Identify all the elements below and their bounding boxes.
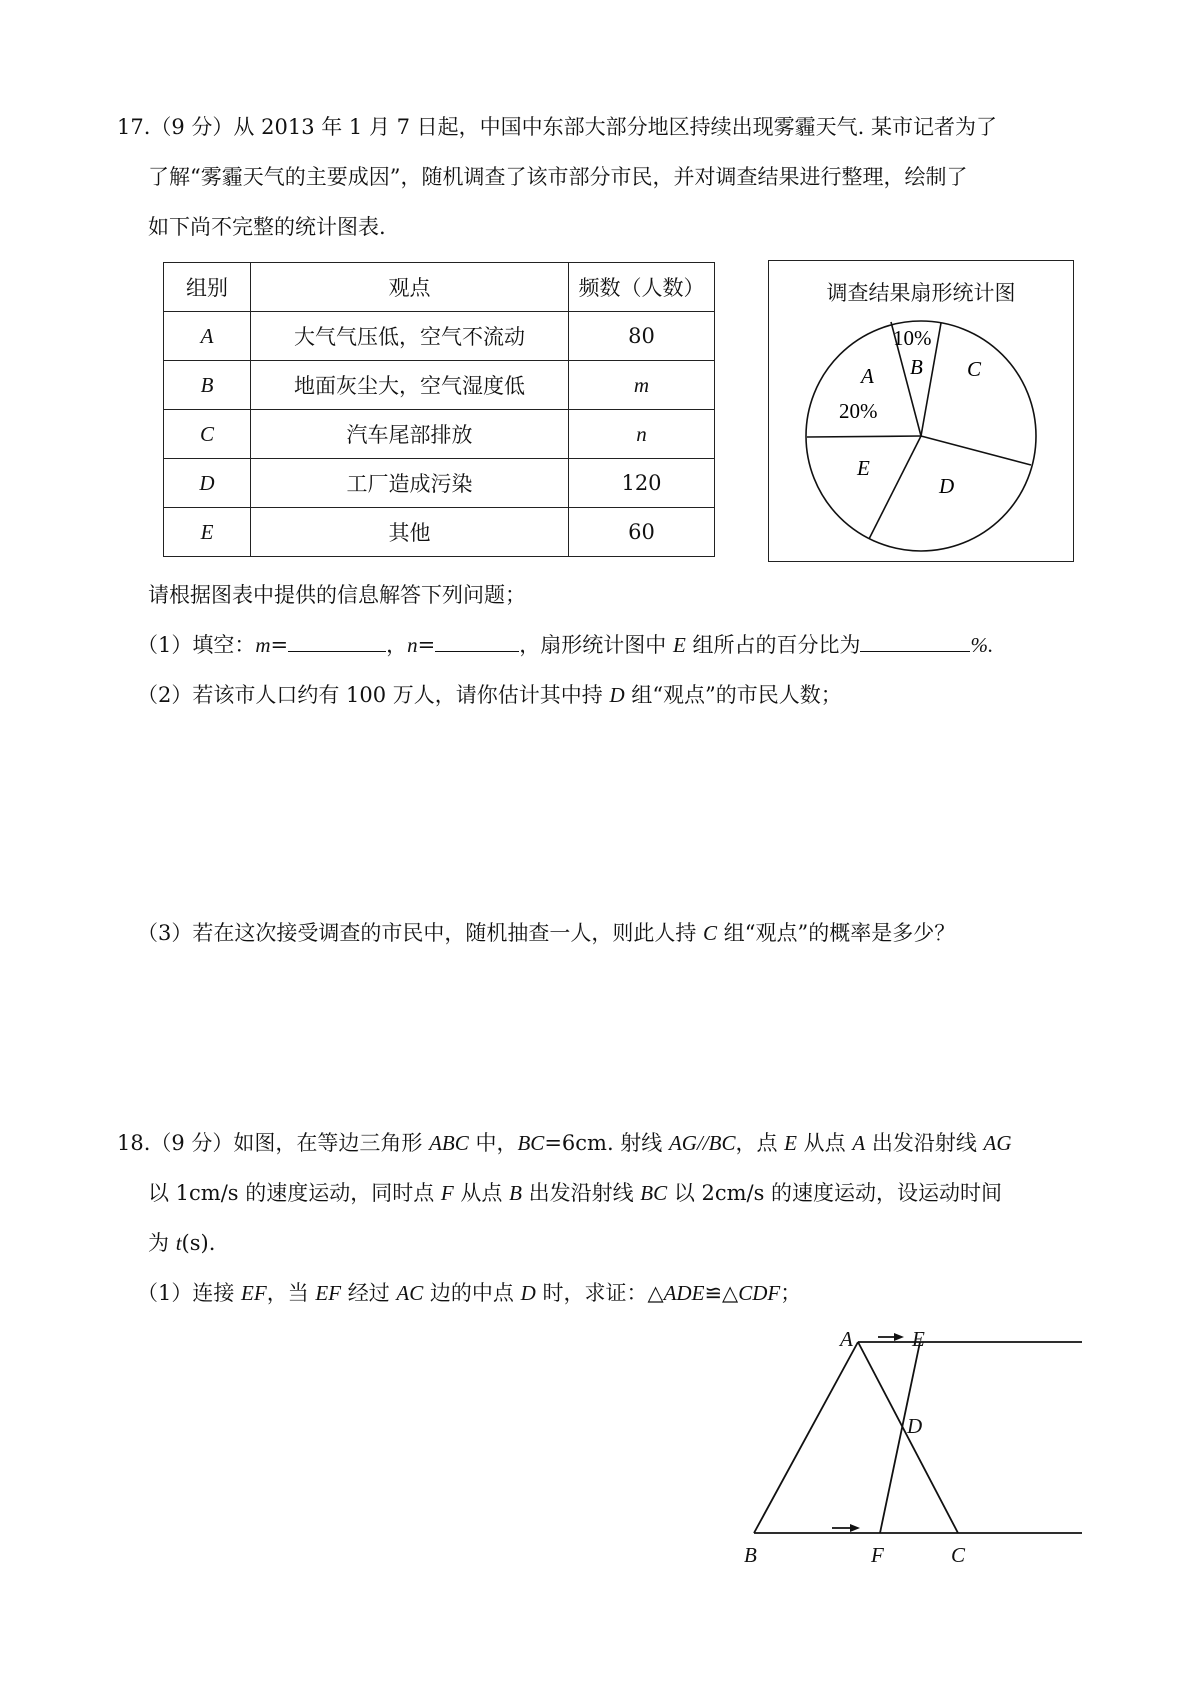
table-cell-frequency: 120 <box>569 459 715 508</box>
pie-label-b-percent: 10% <box>893 326 932 350</box>
q17-prompt: 请根据图表中提供的信息解答下列问题； <box>148 583 526 607</box>
q18-l4-f: ≌△ <box>704 1281 739 1305</box>
q18-l1-a-point: A <box>852 1131 866 1155</box>
pie-divider-c-d <box>921 436 1031 465</box>
table-cell-frequency: 60 <box>569 508 715 557</box>
q18-l1-d: ，点 <box>735 1131 785 1155</box>
point-label-f: F <box>871 1543 884 1567</box>
q18-l3-b: (s). <box>181 1231 216 1255</box>
q18-l3-a: 为 <box>148 1231 176 1255</box>
q17-p1-mid: ，扇形统计图中 <box>519 633 673 657</box>
table-cell-group: E <box>164 508 251 557</box>
q18-l2-bc: BC <box>640 1181 668 1205</box>
q18-l2-d: 以 2cm/s 的速度运动，设运动时间 <box>667 1181 1003 1205</box>
q18-l4-b: ，当 <box>266 1281 316 1305</box>
table-cell-view: 工厂造成污染 <box>251 459 569 508</box>
q18-l1-bc: BC <box>517 1131 545 1155</box>
table-header-frequency: 频数（人数） <box>569 263 715 312</box>
q18-l1-e-point: E <box>784 1131 797 1155</box>
table-cell-view: 汽车尾部排放 <box>251 410 569 459</box>
q18-l1-ag: AG <box>983 1131 1012 1155</box>
answer-blank-n[interactable] <box>435 631 519 652</box>
table-cell-group: A <box>164 312 251 361</box>
q18-l4-cdf: CDF <box>738 1281 781 1305</box>
point-label-d: D <box>907 1414 923 1438</box>
q18-l4-d-point: D <box>520 1281 536 1305</box>
answer-blank-m[interactable] <box>288 631 386 652</box>
q18-l1-f: 出发沿射线 <box>865 1131 984 1155</box>
table-header-view: 观点 <box>251 263 569 312</box>
q17-p1-sep1: ， <box>386 633 408 657</box>
q17-line-1: 17.（9 分）从 2013 年 1 月 7 日起，中国中东部大部分地区持续出现雾霾天气. 某市记者为了 <box>117 115 997 139</box>
table-cell-view: 大气气压低，空气不流动 <box>251 312 569 361</box>
pie-label-d: D <box>939 474 955 498</box>
pie-chart-title: 调查结果扇形统计图 <box>826 281 1016 305</box>
q18-l2-c: 出发沿射线 <box>521 1181 641 1205</box>
point-label-e: E <box>912 1327 925 1351</box>
q18-part-1 <box>137 1278 801 1308</box>
q18-l2-b: 从点 <box>453 1181 510 1205</box>
segment-ab <box>754 1342 858 1533</box>
q18-l1-e: 从点 <box>797 1131 853 1155</box>
q17-p1-pct: %. <box>970 633 994 657</box>
q17-p1-eq1: = <box>270 633 289 657</box>
q17-p1-intro: （1）填空： <box>137 633 256 657</box>
segment-ac <box>858 1342 958 1533</box>
q18-l2-a: 以 1cm/s 的速度运动，同时点 <box>148 1181 441 1205</box>
pie-label-a: A <box>861 364 874 388</box>
q18-l2-f-point: F <box>440 1181 454 1205</box>
q18-line-1 <box>117 1128 1012 1158</box>
point-label-b: B <box>744 1543 757 1567</box>
q18-l1-abc: ABC <box>429 1131 469 1155</box>
q18-l4-ef-2: EF <box>315 1281 342 1305</box>
table-row <box>164 361 715 410</box>
q18-l1-a: 18.（9 分）如图，在等边三角形 <box>117 1131 430 1155</box>
q17-line-2: 了解“雾霾天气的主要成因”，随机调查了该市部分市民，并对调查结果进行整理，绘制了 <box>148 165 968 189</box>
table-cell-group: C <box>164 410 251 459</box>
q18-l1-c: =6cm. 射线 <box>544 1131 669 1155</box>
table-cell-view: 地面灰尘大，空气湿度低 <box>251 361 569 410</box>
q17-p1-eq2: = <box>417 633 436 657</box>
q17-p3-text-a: （3）若在这次接受调查的市民中，随机抽查一人，则此人持 <box>137 921 704 945</box>
answer-blank-e-percent[interactable] <box>860 631 970 652</box>
table-row <box>164 312 715 361</box>
pie-label-b: B <box>910 355 923 379</box>
q18-l4-g: ； <box>780 1281 802 1305</box>
q18-l4-e: 时，求证：△ <box>535 1281 664 1305</box>
table-header-group: 组别 <box>164 263 251 312</box>
q18-l4-ade: ADE <box>663 1281 705 1305</box>
arrow-f-head <box>850 1524 860 1532</box>
q18-l1-b: 中， <box>468 1131 518 1155</box>
q17-p1-tail: 组所占的百分比为 <box>685 633 861 657</box>
pie-label-a-percent: 20% <box>839 399 878 423</box>
point-label-c: C <box>951 1543 966 1567</box>
table-row <box>164 508 715 557</box>
q17-p1-n: n <box>407 633 418 657</box>
q18-l3-t: t <box>175 1231 182 1255</box>
q17-p1-e: E <box>672 633 686 657</box>
table-cell-frequency: n <box>569 410 715 459</box>
table-cell-frequency: m <box>569 361 715 410</box>
q17-p2-d: D <box>609 683 625 707</box>
table-cell-view: 其他 <box>251 508 569 557</box>
segment-ef <box>880 1342 923 1533</box>
arrow-e-head <box>894 1333 904 1341</box>
table-cell-group: D <box>164 459 251 508</box>
q18-l4-d: 边的中点 <box>423 1281 521 1305</box>
q18-l4-ac: AC <box>396 1281 424 1305</box>
q18-l4-a: （1）连接 <box>137 1281 242 1305</box>
pie-chart <box>769 261 1073 561</box>
pie-label-c: C <box>967 357 982 381</box>
q18-l1-ag-parallel-bc: AG//BC <box>668 1131 736 1155</box>
table-row <box>164 459 715 508</box>
q17-p3-c: C <box>703 921 718 945</box>
q18-l4-ef: EF <box>241 1281 267 1305</box>
q17-line-3: 如下尚不完整的统计图表. <box>148 215 386 239</box>
pie-divider-e-a <box>807 436 921 437</box>
q17-p1-m: m <box>255 633 271 657</box>
q17-part-2 <box>137 680 842 710</box>
table-cell-frequency: 80 <box>569 312 715 361</box>
frequency-table <box>163 262 715 557</box>
pie-label-e: E <box>857 456 870 480</box>
q18-l4-c: 经过 <box>341 1281 397 1305</box>
pie-chart-box <box>768 260 1074 562</box>
table-cell-group: B <box>164 361 251 410</box>
table-row <box>164 410 715 459</box>
q17-part-1 <box>137 630 993 660</box>
q17-p2-text-b: 组“观点”的市民人数； <box>624 683 842 707</box>
q18-line-3 <box>148 1228 215 1258</box>
point-label-a: A <box>840 1327 853 1351</box>
table-header-row <box>164 263 715 312</box>
q17-p3-text-b: 组“观点”的概率是多少？ <box>717 921 956 945</box>
q17-part-3 <box>137 918 955 948</box>
q17-p2-text-a: （2）若该市人口约有 100 万人，请你估计其中持 <box>137 683 610 707</box>
pie-divider-d-e <box>869 436 921 539</box>
q18-l2-b-point: B <box>509 1181 522 1205</box>
q18-line-2 <box>148 1178 1002 1208</box>
